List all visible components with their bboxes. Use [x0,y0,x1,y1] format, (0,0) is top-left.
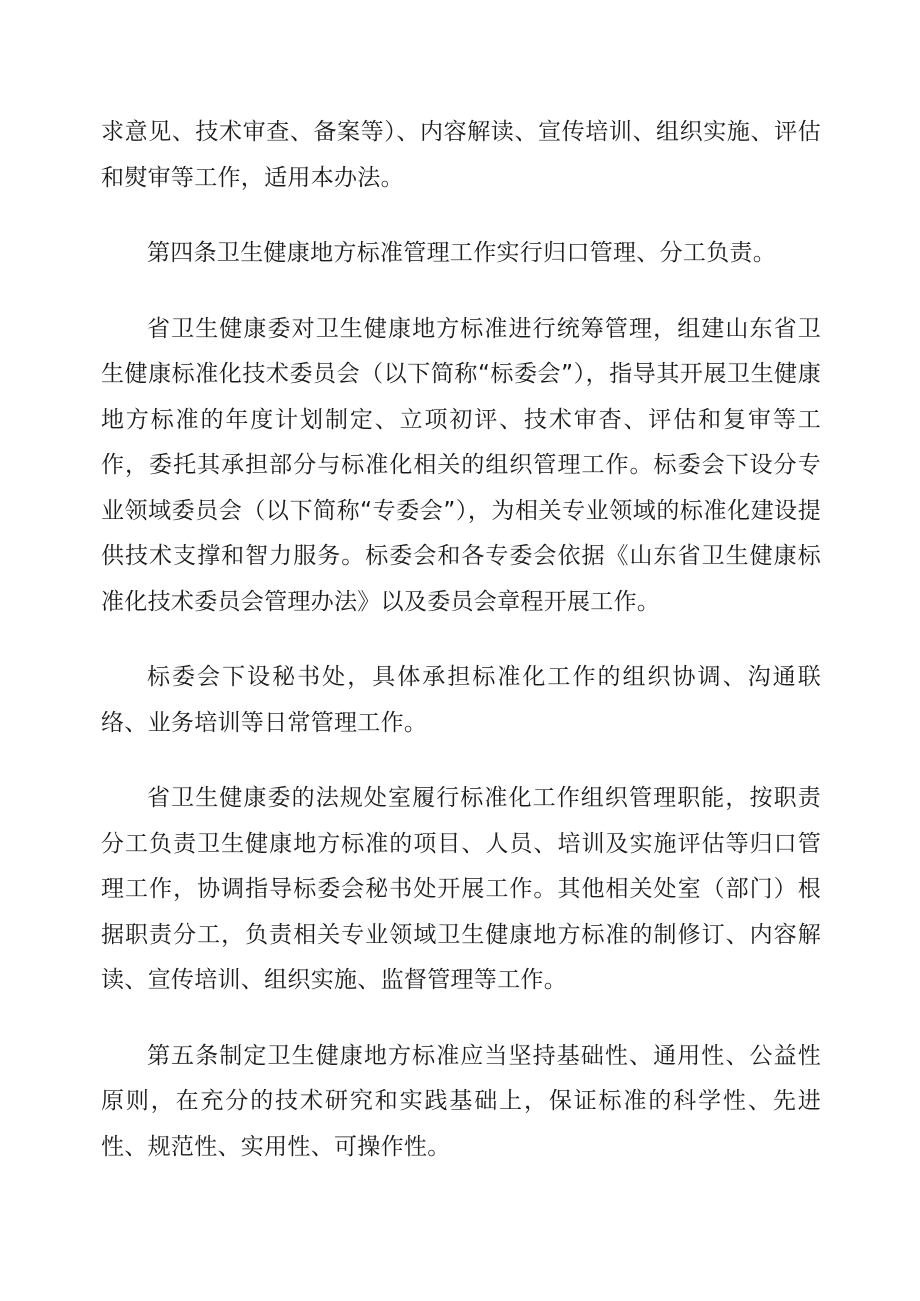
paragraph-secretariat: 标委会下设秘书处，具体承担标准化工作的组织协调、沟通联络、业务培训等日常管理工作。 [101,664,821,736]
paragraph-continuation: 求意见、技术审查、备案等）、内容解读、宣传培训、组织实施、评估和熨审等工作，适用本办法。 [101,119,821,191]
paragraph-legal-office: 省卫生健康委的法规处室履行标准化工作组织管理职能，按职责分工负责卫生健康地方标准的项目、人员、培训及实施评估等归口管理工作，协调指导标委会秘书处开展工作。其他相关处室（部门）根据职责分工，负责相关专业领域卫生健康地方标准的制修订、内容解读、宣传培训、组织实施、监督管理等工作。 [101,785,821,993]
paragraph-committee: 省卫生健康委对卫生健康地方标准进行统筹管理，组建山东省卫生健康标准化技术委员会（以下简称“标委会”），指导其开展卫生健康地方标准的年度计划制定、立项初评、技术审杳、评估和复审等工作，委托其承担部分与标准化相关的组织管理工作。标委会下设分专业领域委员会（以下简称“专委会”），为相关专业领域的标准化建设提供技术支撑和智力服务。标委会和各专委会依据《山东省卫生健康标准化技术委员会管理办法》以及委员会章程开展工作。 [101,315,821,615]
paragraph-article-4: 第四条卫生健康地方标准管理工作实行归口管理、分工负责。 [147,240,777,266]
paragraph-article-5: 第五条制定卫生健康地方标准应当坚持基础性、通用性、公益性原则，在充分的技术研究和实践基础上，保证标准的科学性、先进性、规范性、实用性、可操作性。 [101,1042,821,1160]
document-body [101,110,821,1200]
